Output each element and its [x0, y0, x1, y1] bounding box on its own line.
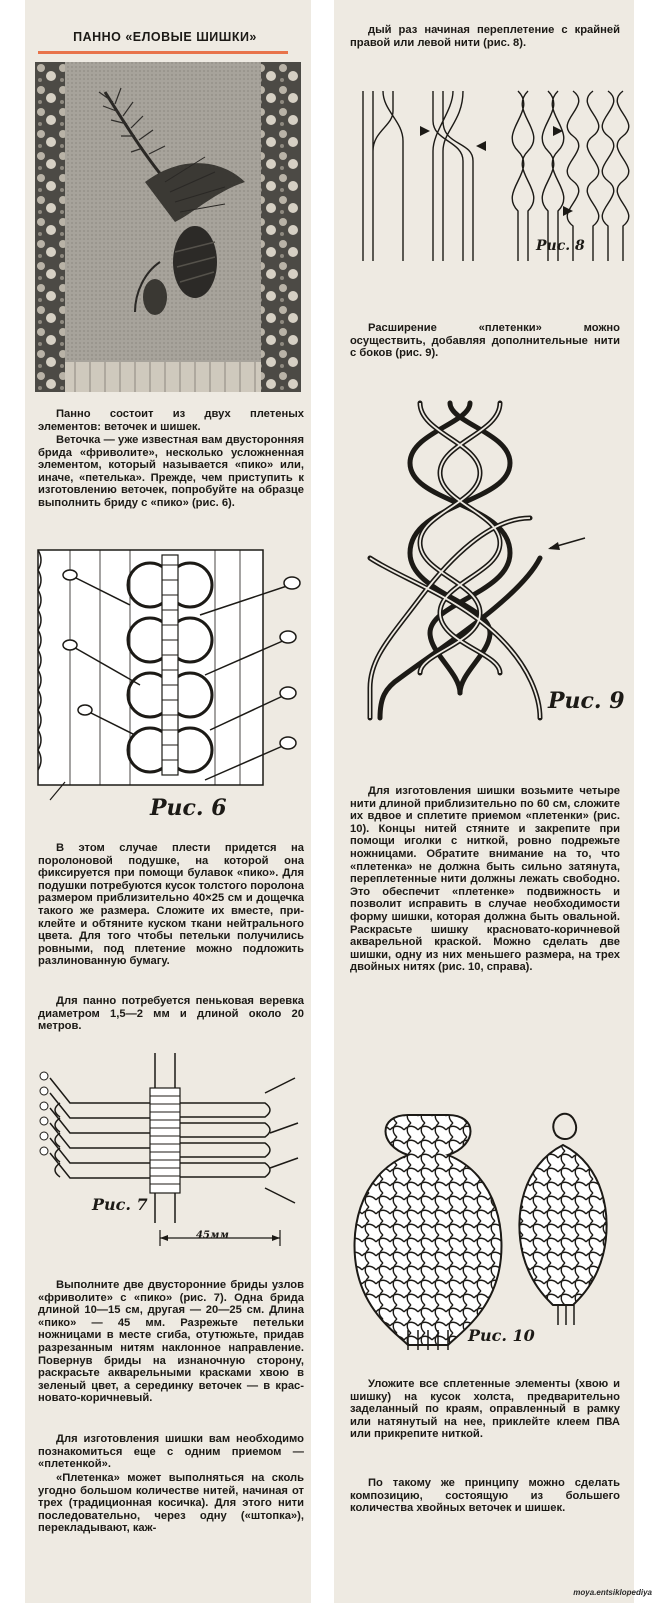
- paragraph-cone-making: Для изготовления шишки возьмите четыре нити длиной приблизительно по 60 см, сложите их вдвое и сплетите приемом «плетенки» (рис. 10). Концы нитей стяните и закрепите при помощи иголки с ниткой, ровно подрежьте ножницами. Обратите внимание на то, что «плетенка» не должна быть сильно затянута, переплетенные нити должны лежать свободно. Это обеспечит «плетенке» подвижность и позволит исправить в случае необходимости форму шишки, которая должна быть овальной. Раскрасьте шишку красновато-коричневой акварельной краской. Можно сделать две шишки, одну из них меньшего размера, на трех двойных нитях (рис. 10, справа).: [350, 785, 620, 974]
- paragraph-widening: Расширение «плетенки» можно осуществить, добавляя дополнительные нити с боков (рис. 9).: [350, 322, 620, 360]
- paragraph-cushion: В этом случае плести придется на поролоновой подушке, на которой она фиксируется при помощи булавок «пико». Для подушки потребуются кусок толстого поролона размером приблизительно 40×25 см и дощечка такого же размера. Сложите их вместе, приклейте и обтяните куском ткани нейтрального цвета. Для того чтобы петельки получились ровными, под плетение можно подложить разлинованную бумагу.: [38, 842, 304, 968]
- source-watermark: moya.entsiklopediya: [573, 1588, 652, 1597]
- figure-7-dimension: 45мм: [196, 1230, 229, 1241]
- figure-6-brida-pico: [30, 545, 305, 820]
- figure-9-widening: [350, 398, 630, 738]
- figure-8-pletenka: [348, 86, 633, 266]
- figure-7-brida: [30, 1048, 305, 1248]
- paragraph-pletenka-cont: дый раз начиная переплетение с крайней правой или левой нити (рис. 8).: [350, 24, 620, 49]
- figure-8-caption: Рис. 8: [536, 238, 585, 254]
- paragraph-composition: По такому же принципу можно сделать композицию, состоящую из большего количества хвойных веточек и шишек.: [350, 1477, 620, 1515]
- paragraph-pletenka: «Плетенка» может выполняться на сколь угодно большом количестве нитей, начиная от трех (традиционная косичка). Для этого нити последовательно, через одну («штопка»), перекладывают, каж-: [38, 1472, 304, 1535]
- paragraph-assembly: Уложите все сплетенные элементы (хвою и шишку) на кусок холста, предварительно заделанный по краям, оправленный в рамку или натянутый на нее, приклейте клеем ПВА или прикрепите ниткой.: [350, 1378, 620, 1441]
- title-underline: [38, 51, 288, 54]
- figure-7-caption: Рис. 7: [92, 1195, 148, 1214]
- figure-10-caption: Рис. 10: [468, 1326, 535, 1345]
- paragraph-branch: Веточка — уже известная вам двусторонняя брида «фриволите», несколько усложненная элементом, который называется «пико» или, иначе, «петелька». Прежде, чем приступить к изготовлению веточек, попробуйте на образце выполнить бриду с «пико» (рис. 6).: [38, 434, 304, 509]
- paragraph-bridas: Выполните две двусторонние бриды узлов «фриволите» с «пико» (рис. 7). Одна брида длиной 10—15 см, другая — 20—25 см. Длина «пико» — 45 мм. Разрежьте петельки ножницами в месте сгиба, отутюжьте, придав разрезанным нитям наклонное направление. Повернув бриды на изнаночную сторону, раскрасьте акварельными красками хвою в зеленый цвет, а серединку веточек — в красновато-коричневый.: [38, 1279, 304, 1405]
- figure-6-caption: Рис. 6: [150, 795, 227, 821]
- paragraph-cone-intro: Для изготовления шишки вам необходимо познакомиться еще с одним приемом — «плетенкой».: [38, 1433, 304, 1471]
- paragraph-rope: Для панно потребуется пеньковая веревка диаметром 1,5—2 мм и длиной около 20 метров.: [38, 995, 304, 1033]
- figure-10-cones: [348, 1095, 633, 1355]
- article-title: ПАННО «ЕЛОВЫЕ ШИШКИ»: [73, 30, 257, 44]
- panel-photo: [35, 62, 301, 392]
- paragraph-intro: Панно состоит из двух плетеных элементов: веточек и шишек.: [38, 408, 304, 433]
- figure-9-caption: Рис. 9: [548, 688, 625, 714]
